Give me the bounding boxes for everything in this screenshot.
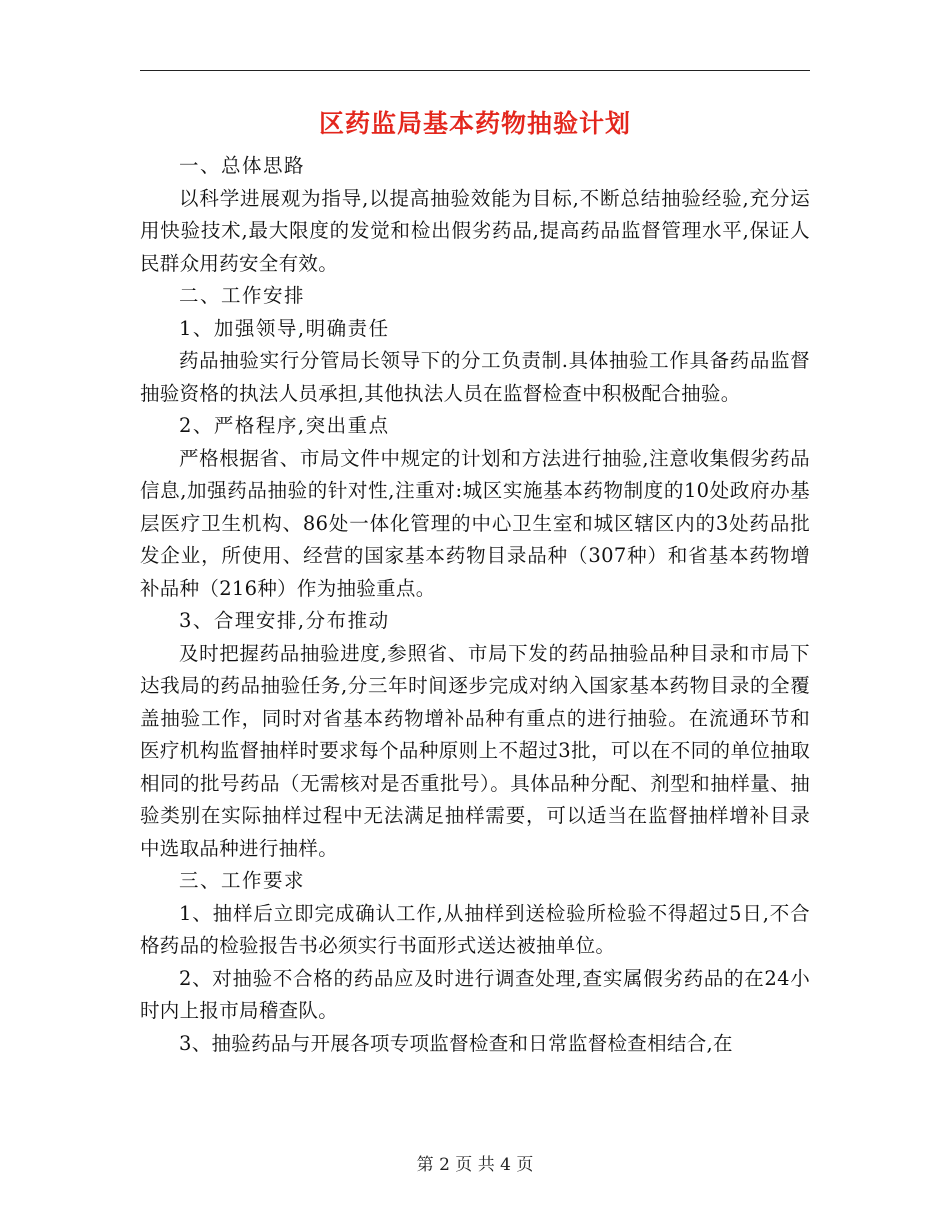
paragraph-leadership: 药品抽验实行分管局长领导下的分工负责制.具体抽验工作具备药品监督抽验资格的执法人员承担,其他执法人员在监督检查中积极配合抽验。: [140, 349, 810, 405]
page-footer: 第 2 页 共 4 页: [416, 1155, 534, 1175]
subheading-leadership: 1、加强领导,明确责任: [179, 316, 390, 340]
paragraph-requirement-3: 3、抽验药品与开展各项专项监督检查和日常监督检查相结合,在: [179, 1031, 733, 1055]
subheading-procedure: 2、严格程序,突出重点: [179, 414, 390, 437]
section-heading-work-requirements: 三、工作要求: [179, 869, 306, 892]
subheading-arrangement: 3、合理安排,分布推动: [179, 609, 390, 632]
document-title: 区药监局基本药物抽验计划: [318, 109, 631, 138]
document-body: [140, 150, 810, 1060]
section-heading-overall-approach: 一、总体思路: [179, 154, 306, 177]
header-rule: [140, 70, 810, 71]
paragraph-requirement-1: 1、抽样后立即完成确认工作,从抽样到送检验所检验不得超过5日,不合格药品的检验报告书必须实行书面形式送达被抽单位。: [140, 901, 810, 957]
paragraph-requirement-2: 2、对抽验不合格的药品应及时进行调查处理,查实属假劣药品的在24小时内上报市局稽查队。: [140, 966, 810, 1022]
paragraph-arrangement: 及时把握药品抽验进度,参照省、市局下发的药品抽验品种目录和市局下达我局的药品抽验任务,分三年时间逐步完成对纳入国家基本药物目录的全覆盖抽验工作，同时对省基本药物增补品种有重点的进行抽验。在流通环节和医疗机构监督抽样时要求每个品种原则上不超过3批，可以在不同的单位抽取相同的批号药品（无需核对是否重批号）。具体品种分配、剂型和抽样量、抽验类别在实际抽样过程中无法满足抽样需要，可以适当在监督抽样增补目录中选取品种进行抽样。: [140, 641, 810, 860]
section-heading-work-arrangement: 二、工作安排: [179, 284, 306, 307]
paragraph-overall-approach: 以科学进展观为指导,以提高抽验效能为目标,不断总结抽验经验,充分运用快验技术,最大限度的发觉和检出假劣药品,提高药品监督管理水平,保证人民群众用药安全有效。: [140, 186, 810, 275]
paragraph-procedure: 严格根据省、市局文件中规定的计划和方法进行抽验,注意收集假劣药品信息,加强药品抽验的针对性,注重对:城区实施基本药物制度的10处政府办基层医疗卫生机构、86处一体化管理的中心卫生室和城区辖区内的3处药品批发企业，所使用、经营的国家基本药物目录品种（307种）和省基本药物增补品种（216种）作为抽验重点。: [140, 446, 810, 600]
